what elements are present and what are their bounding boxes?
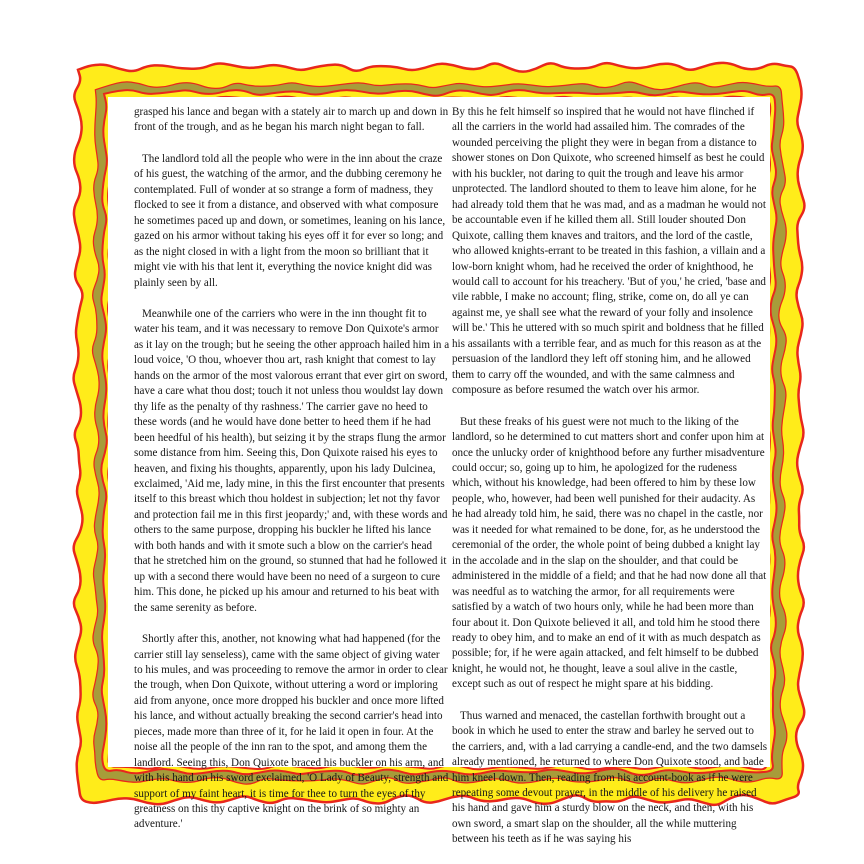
paragraph: Thus warned and menaced, the castellan forthwith brought out a book in which he used to enter the straw and barley he served out to the carriers, and, with a lad carrying a candle-end, and the two damsels already mentioned, he returned to where Don Quixote stood, and bade him kneel down. Then, reading from his account-book as if he were repeating some devout prayer, in the middle of his delivery he raised his hand and gave him a sturdy blow on the neck, and then, with his own sword, a smart slap on the shoulder, all the while muttering between his teeth as if he was saying his (452, 709, 768, 846)
paragraph: Meanwhile one of the carriers who were in the inn thought fit to water his team, and it was necessary to remove Don Quixote's armor as it lay on the trough; but he seeing the other approach hailed him in a loud voice, 'O thou, whoever thou art, rash knight that comest to lay hands on the armor of the most valorous errant that ever girt on sword, have a care what thou dost; touch it not unless thou wouldst lay down thy life as the penalty of thy rashness.' The carrier gave no heed to these words (and he would have done better to heed them if he had been heedful of his health), but seizing it by the straps flung the armor some distance from him. Seeing this, Don Quixote raised his eyes to heaven, and fixing his thoughts, apparently, upon his lady Dulcinea, exclaimed, 'Aid me, lady mine, in this the first encounter that presents itself to this breast which thou holdest in subjection; let not thy favor and protection fail me in this first jeopardy;' and, with these words and others to the same purpose, dropping his buckler he lifted his lance with both hands and with it smote such a blow on the carrier's head that he stretched him on the ground, so stunned that had he followed it up with a second there would have been no need of a surgeon to cure him. This done, he picked up his amour and returned to his beat with the same serenity as before. (134, 307, 450, 614)
paragraph: But these freaks of his guest were not much to the liking of the landlord, so he determined to cut matters short and confer upon him at once the unlucky order of knighthood before any further misadventure could occur; so, going up to him, he apologized for the rudeness which, without his knowledge, had been offered to him by these low people, who, however, had been well punished for their audacity. As he had already told him, he said, there was no chapel in the castle, nor was it needed for what remained to be done, for, as he understood the ceremonial of the order, the whole point of being dubbed a knight lay in the accolade and in the slap on the shoulder, and that could be administered in the middle of a field; and that he had now done all that was needful as to watching the armor, for all requirements were satisfied by a watch of two hours only, while he had been more than four about it. Don Quixote believed it all, and told him he stood there ready to obey him, and to make an end of it with as much despatch as possible; for, if he were again attacked, and felt himself to be dubbed knight, he would not, he thought, leave a soul alive in the castle, except such as out of respect he might spare at his bidding. (452, 415, 767, 691)
right-text-column (452, 105, 768, 846)
paragraph: The landlord told all the people who were in the inn about the craze of his guest, the watching of the armor, and the dubbing ceremony he contemplated. Full of wonder at so strange a form of madness, they flocked to see it from a distance, and observed with what composure he sometimes paced up and down, or sometimes, leaning on his lance, gazed on his armor without taking his eyes off it for ever so long; and as the night closed in with a light from the moon so brilliant that it might vie with his that lent it, everything the novice knight did was plainly seen by all. (134, 152, 446, 289)
paragraph: grasped his lance and began with a stately air to march up and down in front of the trough, and as he began his march night began to fall. (134, 106, 449, 134)
book-page (108, 97, 770, 846)
paragraph: By this he felt himself so inspired that he would not have flinched if all the carriers in the world had assailed him. The comrades of the wounded perceiving the plight they were in began from a distance to shower stones on Don Quixote, who screened himself as best he could with his buckler, not daring to quit the trough and leave his armor unprotected. The landlord shouted to them to leave him alone, for he had already told them that he was mad, and as a madman he would not be accountable even if he killed them all. Still louder shouted Don Quixote, calling them knaves and traitors, and the lord of the castle, who allowed knights-errant to be treated in this fashion, a villain and a low-born knight whom, had he received the order of knighthood, he would call to account for his treachery. 'But of you,' he cried, 'base and vile rabble, I make no account; fling, strike, come on, do all ye can against me, ye shall see what the reward of your folly and insolence will be.' This he uttered with so much spirit and boldness that he filled his assailants with a terrible fear, and as much for this reason as at the persuasion of the landlord they left off stoning him, and he allowed them to carry off the wounded, and with the same calmness and composure as before resumed the watch over his armor. (452, 106, 766, 397)
paragraph: Shortly after this, another, not knowing what had happened (for the carrier still lay senseless), came with the same object of giving water to his mules, and was proceeding to remove the armor in order to clear the trough, when Don Quixote, without uttering a word or imploring aid from anyone, once more dropped his buckler and once more lifted his lance, and without actually breaking the second carrier's head into pieces, made more than three of it, for he laid it open in four. At the noise all the people of the inn ran to the spot, and among them the landlord. Seeing this, Don Quixote braced his buckler on his arm, and with his hand on his sword exclaimed, 'O Lady of Beauty, strength and support of my faint heart, it is time for thee to turn the eyes of thy greatness on this thy captive knight on the brink of so mighty an adventure.' (134, 633, 449, 831)
left-text-column (134, 105, 450, 831)
